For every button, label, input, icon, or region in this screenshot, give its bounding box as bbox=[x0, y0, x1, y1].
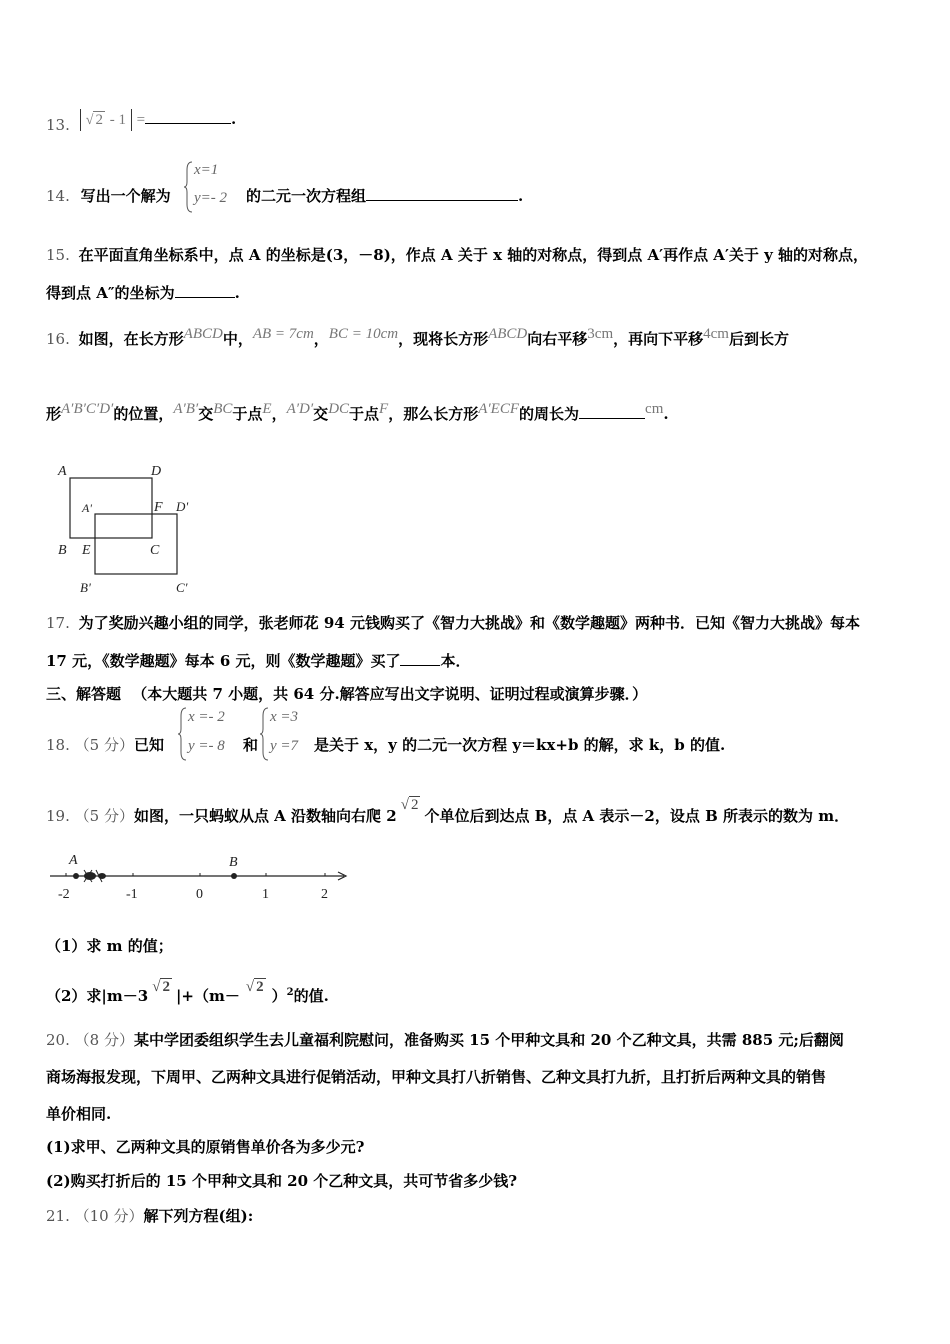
q13-minus-one: - 1 bbox=[109, 112, 126, 128]
question-score: （8 分） bbox=[74, 1031, 134, 1049]
brace-icon bbox=[178, 706, 188, 762]
q16-text: 后到长方 bbox=[728, 330, 789, 348]
label-b: B bbox=[58, 543, 67, 558]
brace-icon bbox=[184, 160, 194, 214]
q16-text: 交 bbox=[198, 405, 214, 423]
label-d: D bbox=[151, 464, 162, 479]
q16-text: ，再向下平移 bbox=[613, 330, 704, 348]
q16-math: A′B′ bbox=[173, 401, 199, 417]
q14-eq1: x=1 bbox=[194, 162, 219, 178]
q17-line2: 17 元，《数学趣题》每本 6 元，则《数学趣题》买了 bbox=[46, 652, 401, 670]
q16-math: A′B′C′D′ bbox=[61, 401, 114, 417]
point-b bbox=[231, 873, 237, 879]
q16-math: 3cm bbox=[587, 326, 614, 342]
q17-line2-end: 本． bbox=[440, 652, 471, 670]
q14-prefix: 写出一个解为 bbox=[80, 187, 171, 205]
question-number: 18. bbox=[46, 736, 70, 754]
question-score: （10 分） bbox=[74, 1207, 144, 1225]
section-3-heading bbox=[46, 684, 647, 704]
question-16 bbox=[46, 326, 789, 350]
question-20 bbox=[46, 1030, 844, 1050]
q15-line1: 在平面直角坐标系中，点 A 的坐标是(3，－8)，作点 A 关于 x 轴的对称点，得到点 A′再作点 A′关于 y 轴的对称点， bbox=[78, 246, 869, 264]
q18-system-1 bbox=[178, 706, 242, 762]
question-number: 13. bbox=[46, 116, 70, 134]
q19-radicand: 2 bbox=[410, 797, 419, 813]
q16-text: 的周长为 bbox=[519, 405, 580, 423]
answer-blank bbox=[366, 186, 518, 201]
q14-eq2: y=- 2 bbox=[194, 190, 228, 206]
q15-line2: 得到点 A″的坐标为 bbox=[46, 284, 175, 302]
q16-text: 于点 bbox=[232, 405, 263, 423]
label-a: A bbox=[58, 464, 67, 479]
q13-expression: √ 2 - 1 = . bbox=[80, 106, 236, 132]
question-17 bbox=[46, 613, 860, 633]
q20-part1: (1)求甲、乙两种文具的原销售单价各为多少元? bbox=[46, 1138, 365, 1156]
q19-sqrt: √ 2 bbox=[400, 797, 419, 813]
q16-text: 于点 bbox=[349, 405, 380, 423]
answer-blank bbox=[579, 404, 645, 419]
q18-and: 和 bbox=[243, 736, 259, 754]
q19-sqrt: √ 2 bbox=[245, 979, 264, 995]
q16-text: 的位置， bbox=[113, 405, 174, 423]
q18-system-2 bbox=[260, 706, 314, 762]
question-19 bbox=[46, 797, 850, 827]
question-15 bbox=[46, 245, 868, 265]
q18-s1b: y =- 8 bbox=[188, 738, 225, 754]
question-13 bbox=[46, 115, 70, 135]
tick-label: -1 bbox=[126, 887, 138, 902]
q19-exponent: 2 bbox=[286, 987, 294, 998]
q20-line1: 某中学团委组织学生去儿童福利院慰问，准备购买 15 个甲种文具和 20 个乙种文具，共需 885 元;后翻阅 bbox=[133, 1031, 844, 1049]
q19-part2-text: ） bbox=[271, 987, 287, 1005]
q20-line3: 单价相同. bbox=[46, 1105, 112, 1123]
label-a-prime: A' bbox=[82, 501, 92, 515]
tick-label: 1 bbox=[262, 887, 269, 902]
question-21 bbox=[46, 1206, 253, 1226]
q16-math: DC bbox=[328, 401, 350, 417]
q16-math: 4cm bbox=[703, 326, 729, 342]
q13-radicand: 2 bbox=[95, 112, 103, 128]
question-score: （5 分） bbox=[74, 736, 134, 754]
q20-line2: 商场海报发现，下周甲、乙两种文具进行促销活动，甲种文具打八折销售、乙种文具打九折，且打折后两种文具的销售 bbox=[46, 1068, 827, 1086]
q16-math: BC = 10cm bbox=[328, 326, 399, 342]
question-number: 19. bbox=[46, 807, 70, 825]
section-note: （本大题共 7 小题，共 64 分.解答应写出文字说明、证明过程或演算步骤．） bbox=[132, 685, 648, 703]
q16-math: BC bbox=[213, 401, 233, 417]
answer-blank bbox=[175, 283, 235, 298]
answer-blank bbox=[145, 109, 231, 124]
q18-text: 已知 bbox=[133, 736, 164, 754]
q19-radicand: 2 bbox=[162, 979, 170, 995]
tick-label: 2 bbox=[321, 887, 328, 902]
q19-part1: （1）求 m 的值； bbox=[46, 937, 173, 955]
brace-icon bbox=[260, 706, 270, 762]
q16-math: F bbox=[379, 401, 389, 417]
answer-blank bbox=[400, 651, 440, 666]
label-a: A bbox=[69, 853, 78, 868]
q18-s1a: x =- 2 bbox=[188, 709, 225, 725]
q16-math: ABCD bbox=[183, 326, 223, 342]
q16-text: ， bbox=[271, 405, 287, 423]
q16-math: A′D′ bbox=[286, 401, 314, 417]
q17-line1: 为了奖励兴趣小组的同学，张老师花 94 元钱购买了《智力大挑战》和《数学趣题》两种书．已知《智力大挑战》每本 bbox=[78, 614, 860, 632]
question-number: 17. bbox=[46, 614, 70, 632]
q16-text: 形 bbox=[46, 405, 62, 423]
ant-icon bbox=[73, 870, 106, 882]
question-14 bbox=[46, 186, 171, 206]
abs-bar-right bbox=[131, 109, 132, 131]
q18-s2a: x =3 bbox=[270, 709, 299, 725]
q17-line2-wrap bbox=[46, 651, 471, 671]
q16-math: cm bbox=[645, 401, 664, 417]
label-d-prime: D' bbox=[176, 499, 189, 514]
question-score: （5 分） bbox=[74, 807, 134, 825]
label-f: F bbox=[154, 500, 163, 515]
section-title: 三、解答题 bbox=[46, 685, 122, 703]
tick-label: -2 bbox=[58, 887, 70, 902]
abs-bar-left bbox=[80, 109, 81, 131]
q18-text: 是关于 x，y 的二元一次方程 y＝kx+b 的解，求 k，b 的值. bbox=[314, 736, 726, 754]
question-number: 14. bbox=[46, 187, 70, 205]
q16-text: ，那么长方形 bbox=[388, 405, 479, 423]
q16-text: ，现将长方形 bbox=[398, 330, 489, 348]
q19-text: 如图，一只蚂蚁从点 A 沿数轴向右爬 2 bbox=[133, 807, 397, 825]
q16-text: . bbox=[663, 405, 669, 423]
number-line bbox=[46, 852, 356, 904]
q16-text: 向右平移 bbox=[527, 330, 588, 348]
q16-text: 交 bbox=[313, 405, 329, 423]
q19-part2-text: （2）求|m－3 bbox=[46, 987, 149, 1005]
q19-part2 bbox=[46, 979, 329, 1007]
q19-text: 个单位后到达点 B，点 A 表示－2，设点 B 所表示的数为 m． bbox=[424, 807, 850, 825]
question-number: 21. bbox=[46, 1207, 70, 1225]
q20-part2: (2)购买打折后的 15 个甲种文具和 20 个乙种文具，共可节省多少钱? bbox=[46, 1172, 518, 1190]
q16-math: A′ECF bbox=[478, 401, 520, 417]
q16-text: 中， bbox=[222, 330, 253, 348]
q14-equation-system bbox=[184, 160, 244, 214]
q16-text: 如图，在长方形 bbox=[78, 330, 184, 348]
q15-line2-wrap: 得到点 A″的坐标为 . bbox=[46, 284, 240, 302]
q19-sqrt: √ 2 bbox=[152, 979, 170, 995]
label-b-prime: B' bbox=[80, 580, 91, 595]
question-number: 20. bbox=[46, 1031, 70, 1049]
tick-label: 0 bbox=[196, 887, 203, 902]
label-e: E bbox=[82, 543, 91, 558]
rect-abcd-prime bbox=[95, 514, 177, 574]
question-18 bbox=[46, 735, 164, 755]
q19-part2-text: 的值. bbox=[293, 987, 329, 1005]
question-number: 16. bbox=[46, 330, 70, 348]
q21-text: 解下列方程(组): bbox=[143, 1207, 254, 1225]
figure-16-rectangles bbox=[52, 458, 202, 598]
q13-equals: = bbox=[136, 112, 146, 128]
q16-text: ， bbox=[313, 330, 329, 348]
label-c: C bbox=[150, 543, 160, 558]
label-b: B bbox=[229, 855, 238, 870]
q14-suffix-line: 的二元一次方程组 . bbox=[246, 187, 524, 205]
q19-part2-text: |+（m－ bbox=[175, 987, 240, 1005]
q16-line2 bbox=[46, 401, 669, 425]
question-number: 15. bbox=[46, 246, 70, 264]
q18-s2b: y =7 bbox=[270, 738, 299, 754]
q16-math: ABCD bbox=[488, 326, 528, 342]
q19-radicand: 2 bbox=[256, 979, 264, 995]
q16-math: AB = 7cm bbox=[252, 326, 314, 342]
q16-math: E bbox=[262, 401, 272, 417]
label-c-prime: C' bbox=[176, 580, 188, 595]
q14-suffix: 的二元一次方程组 bbox=[246, 187, 367, 205]
